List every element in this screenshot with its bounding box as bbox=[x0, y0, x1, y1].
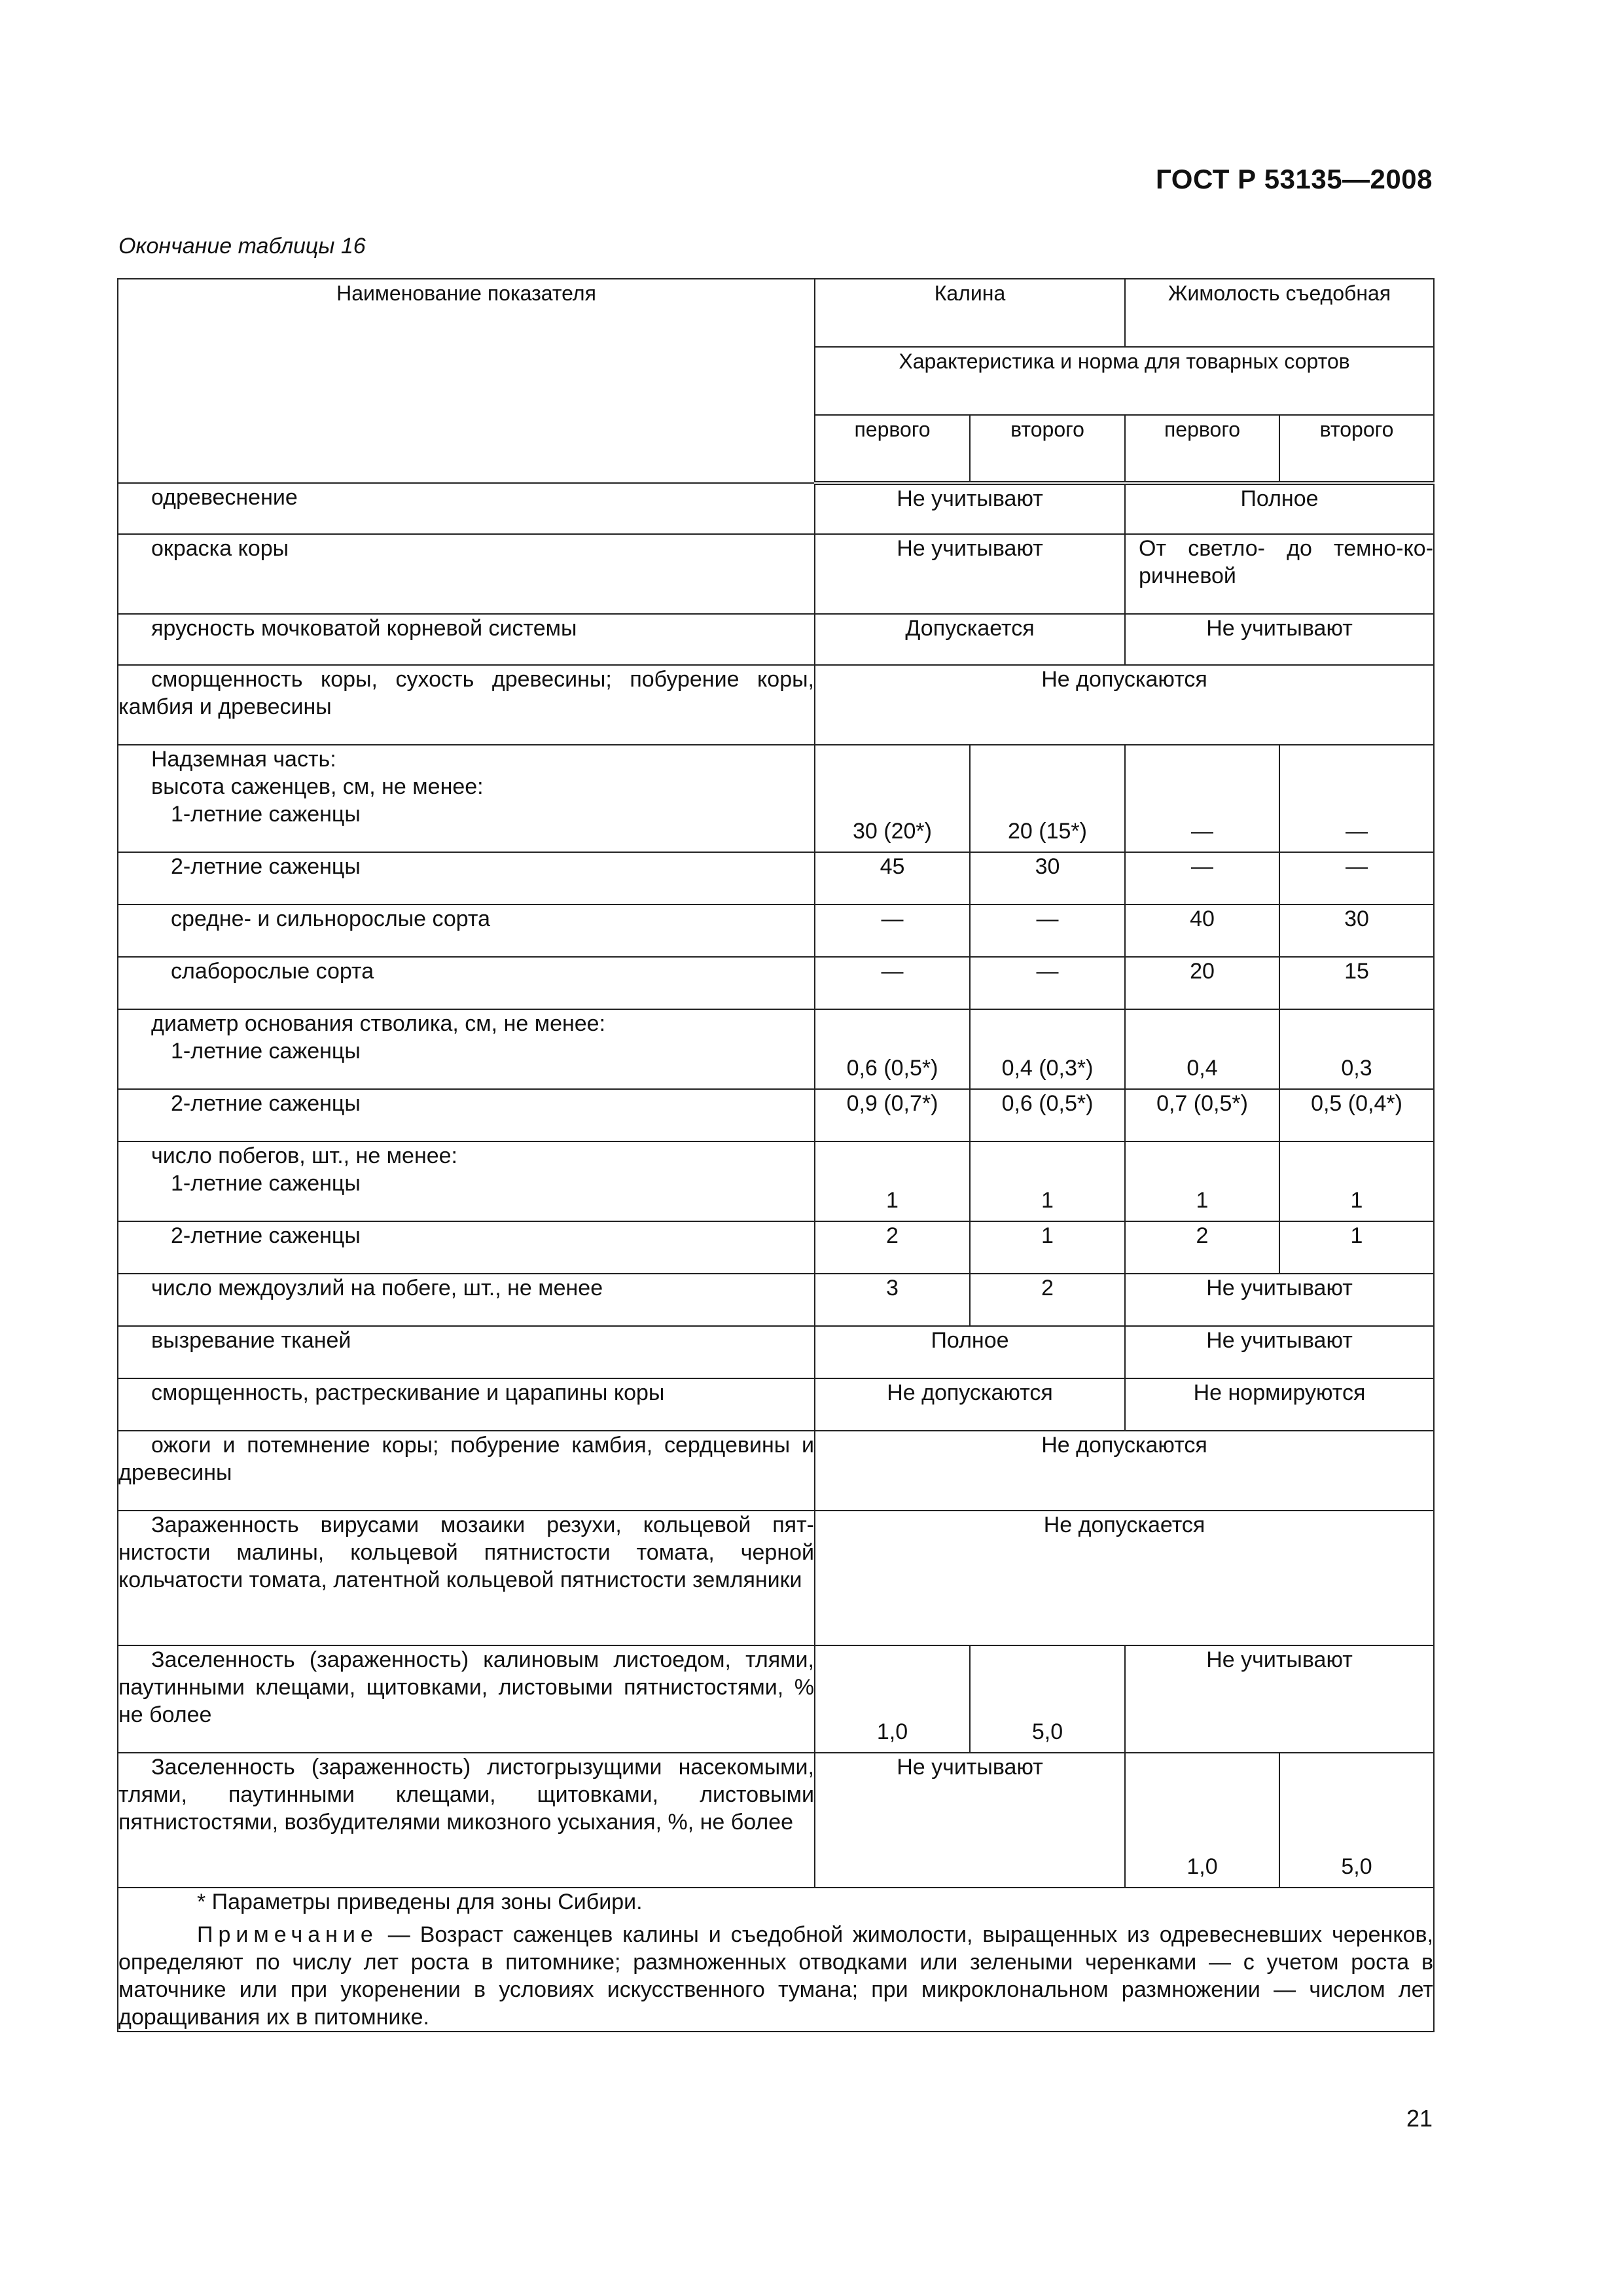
cell-value: 1,0 bbox=[1125, 1753, 1279, 1888]
row-label-subsection: диаметр основания стволика, см, не менее: bbox=[151, 1011, 606, 1036]
table-row bbox=[118, 852, 1434, 905]
cell-value: 0,5 (0,4*) bbox=[1279, 1089, 1434, 1141]
table-row bbox=[118, 1141, 1434, 1221]
cell-value: 1 bbox=[1279, 1221, 1434, 1274]
row-label-subsection: число побегов, шт., не менее: bbox=[151, 1143, 457, 1168]
cell-zhimolost: Не учитывают bbox=[1125, 614, 1434, 665]
cell-kalina: Не допускаются bbox=[815, 1378, 1125, 1431]
table-row bbox=[118, 957, 1434, 1009]
table-row bbox=[118, 1431, 1434, 1511]
row-label: сморщенность коры, сухость древесины; побурение коры, камбия и древесины bbox=[118, 665, 815, 745]
cell-kalina: Допускается bbox=[815, 614, 1125, 665]
row-label bbox=[118, 1009, 815, 1089]
footnote-note bbox=[118, 1921, 1433, 2031]
header-zhimolost: Жимолость съедобная bbox=[1125, 279, 1434, 347]
row-label: окраска коры bbox=[118, 534, 815, 614]
row-label: 2-летние саженцы bbox=[118, 852, 815, 905]
cell-value: 0,6 (0,5*) bbox=[970, 1089, 1125, 1141]
cell-value: 20 (15*) bbox=[970, 745, 1125, 852]
footnote-star: * Параметры приведены для зоны Сибири. bbox=[197, 1890, 643, 1914]
row-label: Заселенность (зараженность) калиновым листоедом, тлями, паутинными клещами, щитовками, листовыми пятнистостями, % не более bbox=[118, 1645, 815, 1753]
cell-zhimolost: Не учитывают bbox=[1125, 1274, 1434, 1326]
cell-value: 1 bbox=[815, 1141, 970, 1221]
row-label: ярусность мочковатой корневой системы bbox=[118, 614, 815, 665]
row-label: число междоузлий на побеге, шт., не менее bbox=[118, 1274, 815, 1326]
cell-value: — bbox=[1279, 745, 1434, 852]
cell-kalina: Полное bbox=[815, 1326, 1125, 1378]
cell-value: 45 bbox=[815, 852, 970, 905]
row-label: Зараженность вирусами мозаики резухи, кольцевой пятнистости малины, кольцевой пятнистости томата, черной кольчатости томата, латентной кольцевой пятнистости земляники bbox=[118, 1511, 815, 1645]
table-row bbox=[118, 1089, 1434, 1141]
cell-value: 0,9 (0,7*) bbox=[815, 1089, 970, 1141]
row-label-item: 1-летние саженцы bbox=[171, 1171, 361, 1196]
cell-value: — bbox=[815, 905, 970, 957]
header-kalina: Калина bbox=[815, 279, 1125, 347]
cell-value: 0,7 (0,5*) bbox=[1125, 1089, 1279, 1141]
row-label-item: 1-летние саженцы bbox=[171, 802, 361, 827]
cell-value: 0,4 bbox=[1125, 1009, 1279, 1089]
table-row bbox=[118, 905, 1434, 957]
cell-value: 0,3 bbox=[1279, 1009, 1434, 1089]
row-label bbox=[118, 1141, 815, 1221]
row-label-section: Надземная часть: bbox=[151, 747, 336, 772]
row-label: средне- и сильнорослые сорта bbox=[118, 905, 815, 957]
cell-zhimolost: Не нормируются bbox=[1125, 1378, 1434, 1431]
cell-all: Не допускаются bbox=[815, 1431, 1434, 1511]
row-label-subsection: высота саженцев, см, не менее: bbox=[151, 774, 484, 799]
header-zhim-second: второго bbox=[1279, 415, 1434, 483]
footnotes-row bbox=[118, 1888, 1434, 2032]
cell-value: 0,6 (0,5*) bbox=[815, 1009, 970, 1089]
cell-zhimolost: Не учитывают bbox=[1125, 1645, 1434, 1753]
row-label: слаборослые сорта bbox=[118, 957, 815, 1009]
cell-value: 30 bbox=[1279, 905, 1434, 957]
document-code: ГОСТ Р 53135—2008 bbox=[1156, 164, 1433, 194]
cell-value: — bbox=[1279, 852, 1434, 905]
cell-value: 5,0 bbox=[970, 1645, 1125, 1753]
table-row bbox=[118, 534, 1434, 614]
header-kalina-second: второго bbox=[970, 415, 1125, 483]
note-label: Примечание bbox=[197, 1922, 378, 1947]
header-zhim-first: первого bbox=[1125, 415, 1279, 483]
row-label: 2-летние саженцы bbox=[118, 1221, 815, 1274]
cell-value: 20 bbox=[1125, 957, 1279, 1009]
row-label-item: 1-летние саженцы bbox=[171, 1039, 361, 1064]
table-row bbox=[118, 665, 1434, 745]
cell-value: 2 bbox=[970, 1274, 1125, 1326]
cell-all: Не допускаются bbox=[815, 665, 1434, 745]
cell-value: 1,0 bbox=[815, 1645, 970, 1753]
cell-value: 5,0 bbox=[1279, 1753, 1434, 1888]
table-row bbox=[118, 614, 1434, 665]
cell-value: — bbox=[1125, 745, 1279, 852]
cell-zhimolost: От светло- до темно-коричневой bbox=[1125, 534, 1434, 614]
table-row bbox=[118, 1378, 1434, 1431]
footnotes-cell bbox=[118, 1888, 1434, 2032]
cell-value: 30 bbox=[970, 852, 1125, 905]
cell-value: 30 (20*) bbox=[815, 745, 970, 852]
cell-value: 1 bbox=[1279, 1141, 1434, 1221]
cell-kalina: Не учитывают bbox=[815, 1753, 1125, 1888]
cell-value: 15 bbox=[1279, 957, 1434, 1009]
cell-value: — bbox=[1125, 852, 1279, 905]
table-row bbox=[118, 1645, 1434, 1753]
cell-value: 3 bbox=[815, 1274, 970, 1326]
cell-value: 40 bbox=[1125, 905, 1279, 957]
cell-kalina: Не учитывают bbox=[815, 534, 1125, 614]
cell-value: — bbox=[970, 957, 1125, 1009]
table-row bbox=[118, 1221, 1434, 1274]
header-indicator-name: Наименование показателя bbox=[118, 279, 815, 483]
note-text: — Возраст саженцев калины и съедобной жимолости, выращенных из одревесневших черенков, определяют по числу лет роста в питомнике; размноженных отводками или зелеными черенками — с учетом роста в маточнике или при укоренении в условиях искусственного тумана; при микроклональном размножении — числом лет доращивания их в питомнике. bbox=[118, 1922, 1434, 2030]
cell-value: 1 bbox=[970, 1221, 1125, 1274]
cell-all: Не допускается bbox=[815, 1511, 1434, 1645]
row-label: вызревание тканей bbox=[118, 1326, 815, 1378]
specification-table bbox=[117, 278, 1435, 2032]
table-row bbox=[118, 1009, 1434, 1089]
cell-value: 1 bbox=[970, 1141, 1125, 1221]
table-row bbox=[118, 1326, 1434, 1378]
row-label: ожоги и потемнение коры; побурение камбия, сердцевины и древесины bbox=[118, 1431, 815, 1511]
table-row bbox=[118, 1753, 1434, 1888]
cell-zhimolost: Не учитывают bbox=[1125, 1326, 1434, 1378]
table-row bbox=[118, 1274, 1434, 1326]
table-row bbox=[118, 1511, 1434, 1645]
cell-zhimolost: Полное bbox=[1125, 483, 1434, 534]
row-label: 2-летние саженцы bbox=[118, 1089, 815, 1141]
row-label: Заселенность (зараженность) листогрызущими насекомыми, тлями, паутинными клещами, щитовками, листовыми пятнистостями, возбудителями микозного усыхания, %, не более bbox=[118, 1753, 815, 1888]
cell-value: — bbox=[970, 905, 1125, 957]
header-row-species bbox=[118, 279, 1434, 347]
table-caption: Окончание таблицы 16 bbox=[118, 234, 366, 259]
row-label bbox=[118, 745, 815, 852]
page-number: 21 bbox=[1406, 2105, 1433, 2132]
header-norm: Характеристика и норма для товарных сортов bbox=[815, 347, 1434, 415]
table-row bbox=[118, 483, 1434, 534]
cell-value: 2 bbox=[1125, 1221, 1279, 1274]
cell-kalina: Не учитывают bbox=[815, 483, 1125, 534]
row-label: сморщенность, растрескивание и царапины коры bbox=[118, 1378, 815, 1431]
header-kalina-first: первого bbox=[815, 415, 970, 483]
cell-value: 0,4 (0,3*) bbox=[970, 1009, 1125, 1089]
cell-value: 2 bbox=[815, 1221, 970, 1274]
row-label: одревеснение bbox=[118, 483, 815, 534]
table-row bbox=[118, 745, 1434, 852]
cell-value: — bbox=[815, 957, 970, 1009]
cell-value: 1 bbox=[1125, 1141, 1279, 1221]
